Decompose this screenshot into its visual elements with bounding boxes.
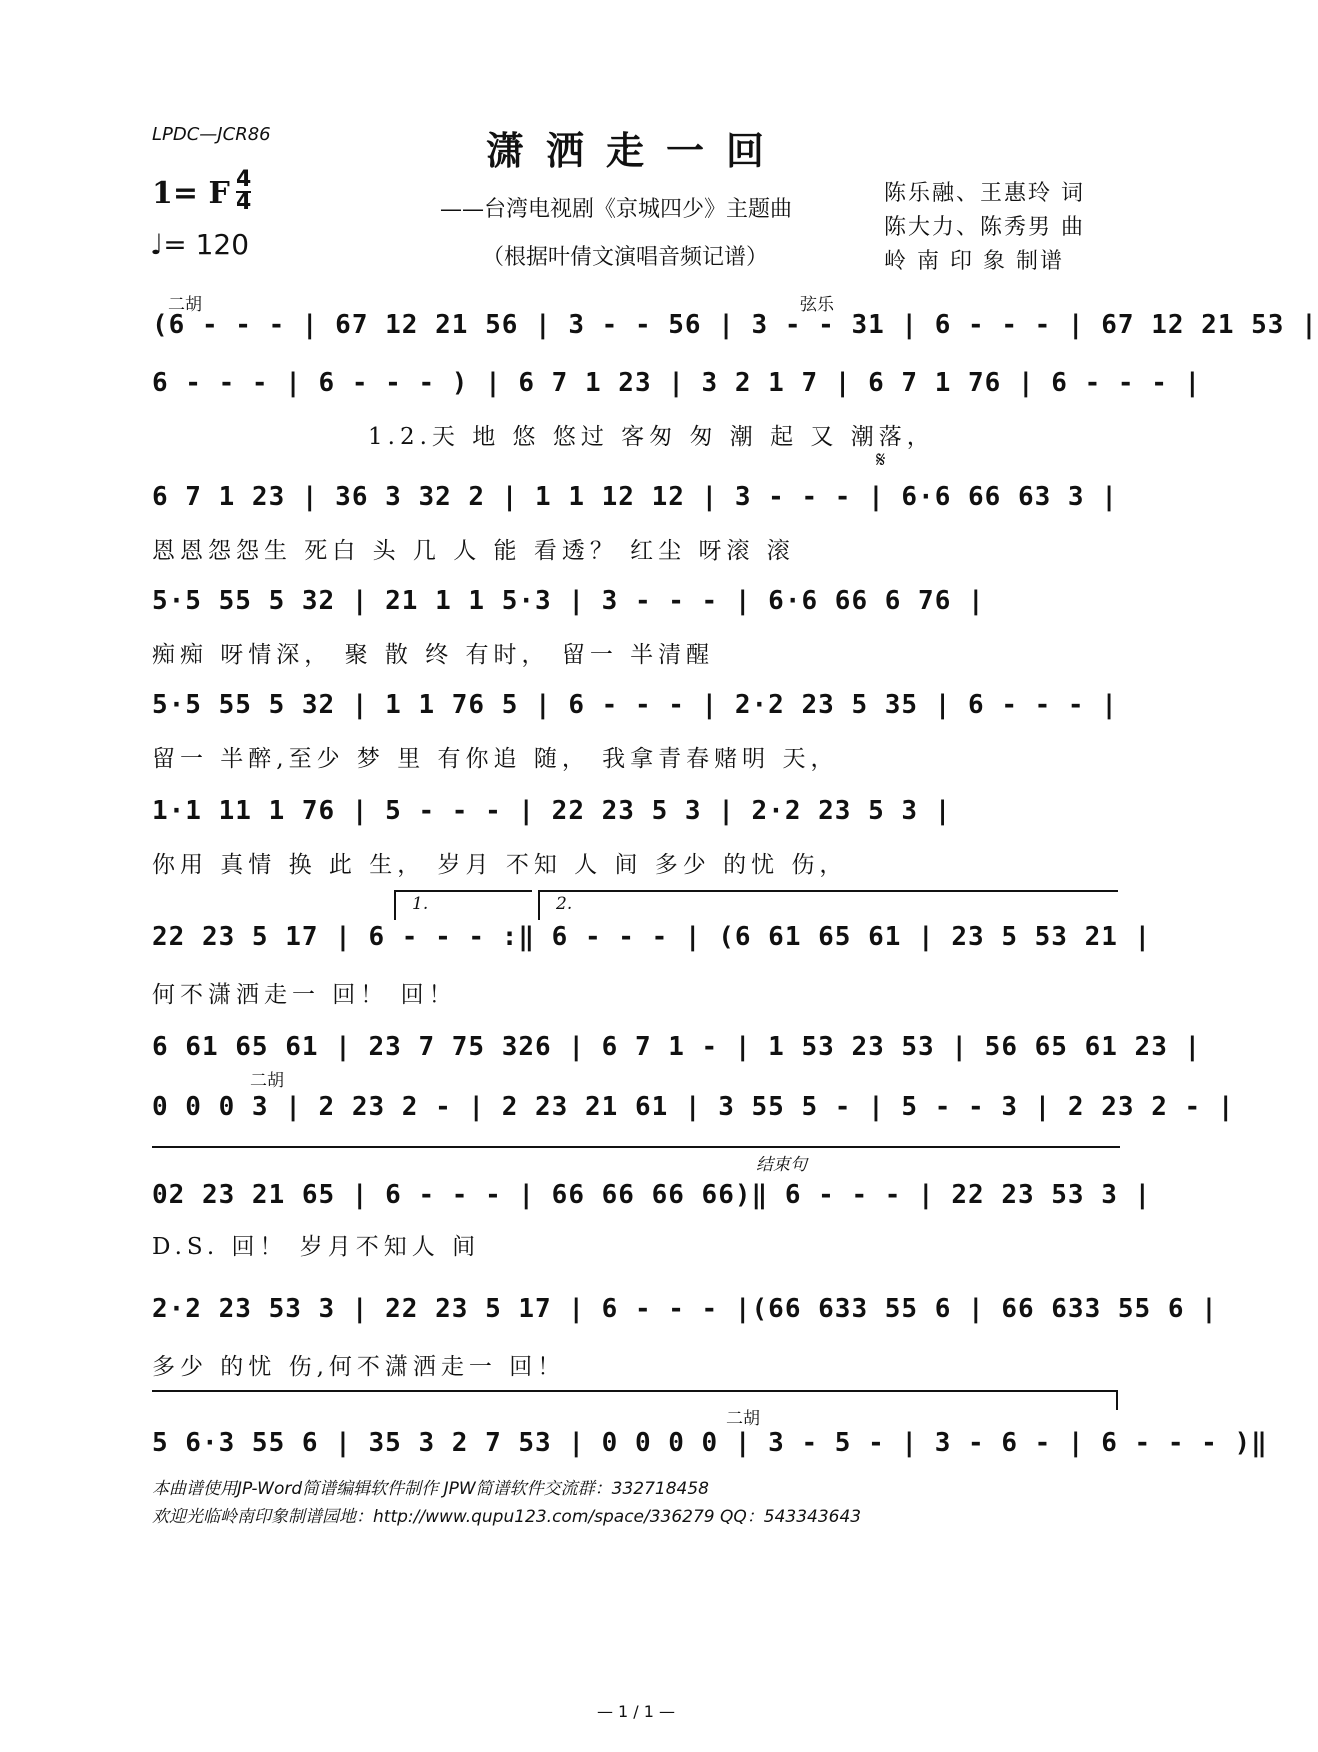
lyric-line-4: 痴痴 呀情深， 聚 散 终 有时， 留一 半清醒 bbox=[152, 642, 715, 668]
volta-1-start bbox=[394, 890, 396, 920]
lyric-line-2: 1.2.天 地 悠 悠过 客匆 匆 潮 起 又 潮落， bbox=[368, 424, 935, 450]
volta-1-bracket bbox=[394, 890, 532, 892]
score-system-4: 5·5 55 5 32 | 21 1 1 5·3 | 3 - - - | 6·6 66 6 76 | bbox=[152, 586, 985, 616]
lyric-line-3: 恩恩怨怨生 死白 头 几 人 能 看透？ 红尘 呀滚 滚 bbox=[152, 538, 795, 564]
lyric-line-7: 何不潇洒走一 回！ 回！ bbox=[152, 982, 457, 1008]
footer-software: 本曲谱使用JP-Word简谱编辑软件制作 JPW简谱软件交流群：332718458 bbox=[152, 1479, 709, 1499]
section-rule bbox=[152, 1146, 1120, 1148]
score-system-10: 02 23 21 65 | 6 - - - | 66 66 66 66)‖ 6 - - - | 22 23 53 3 | bbox=[152, 1180, 1152, 1210]
composer-credit: 陈大力、陈秀男 曲 bbox=[884, 215, 1085, 240]
score-system-8: 6 61 65 61 | 23 7 75 326 | 6 7 1 - | 1 53 23 53 | 56 65 61 23 | bbox=[152, 1032, 1202, 1062]
lyric-line-6: 你用 真情 换 此 生， 岁月 不知 人 间 多少 的忧 伤， bbox=[152, 852, 848, 878]
time-sig-top: 4 bbox=[236, 167, 252, 192]
score-code: LPDC—JCR86 bbox=[152, 124, 271, 145]
score-system-11: 2·2 23 53 3 | 22 23 5 17 | 6 - - - |(66 633 55 6 | 66 633 55 6 | bbox=[152, 1294, 1218, 1324]
tempo-mark: ♩= 120 bbox=[150, 228, 250, 261]
song-title: 潇洒走一回 bbox=[485, 128, 786, 173]
transcription-note: （根据叶倩文演唱音频记谱） bbox=[482, 245, 769, 270]
erhu-label-3: 二胡 bbox=[726, 1409, 760, 1429]
lyric-line-5: 留一 半醉,至少 梦 里 有你追 随， 我拿青春赌明 天， bbox=[152, 746, 839, 772]
lyricist-credit: 陈乐融、王惠玲 词 bbox=[884, 181, 1085, 206]
lyric-line-11: 多少 的忧 伤,何不潇洒走一 回！ bbox=[152, 1354, 566, 1380]
erhu-label-2: 二胡 bbox=[250, 1071, 284, 1091]
closing-rule bbox=[152, 1390, 1118, 1392]
strings-label: 弦乐 bbox=[800, 295, 834, 315]
time-sig-bottom: 4 bbox=[236, 190, 252, 215]
score-system-7: 22 23 5 17 | 6 - - - :‖ 6 - - - | (6 61 65 61 | 23 5 53 21 | bbox=[152, 922, 1152, 952]
volta-2-label: 2. bbox=[556, 894, 573, 914]
score-system-12: 5 6·3 55 6 | 35 3 2 7 53 | 0 0 0 0 | 3 - 5 - | 3 - 6 - | 6 - - - )‖ bbox=[152, 1428, 1268, 1458]
erhu-label: 二胡 bbox=[168, 295, 202, 315]
volta-2-start bbox=[538, 890, 540, 920]
arranger-credit: 岭 南 印 象 制谱 bbox=[884, 249, 1064, 274]
score-system-3: 6 7 1 23 | 36 3 32 2 | 1 1 12 12 | 3 - - - | 6·6 66 63 3 | bbox=[152, 482, 1118, 512]
segno-sign: 𝄋 bbox=[876, 448, 886, 473]
score-system-9: 0 0 0 3 | 2 23 2 - | 2 23 21 61 | 3 55 5 - | 5 - - 3 | 2 23 2 - | bbox=[152, 1092, 1235, 1122]
score-system-2: 6 - - - | 6 - - - ) | 6 7 1 23 | 3 2 1 7 | 6 7 1 76 | 6 - - - | bbox=[152, 368, 1202, 398]
time-signature bbox=[236, 167, 252, 215]
score-system-5: 5·5 55 5 32 | 1 1 76 5 | 6 - - - | 2·2 23 5 35 | 6 - - - | bbox=[152, 690, 1118, 720]
score-system-1: (6 - - - | 67 12 21 56 | 3 - - 56 | 3 - - 31 | 6 - - - | 67 12 21 53 | bbox=[152, 310, 1318, 340]
volta-2-bracket bbox=[538, 890, 1118, 892]
lyric-line-10: D.S. 回！ 岁月不知人 间 bbox=[152, 1234, 481, 1260]
page-number: — 1 / 1 — bbox=[596, 1702, 676, 1721]
subtitle: ——台湾电视剧《京城四少》主题曲 bbox=[440, 197, 793, 222]
score-system-6: 1·1 11 1 76 | 5 - - - | 22 23 5 3 | 2·2 23 5 3 | bbox=[152, 796, 952, 826]
footer-website: 欢迎光临岭南印象制谱园地：http://www.qupu123.com/space/336279 QQ：543343643 bbox=[152, 1507, 862, 1527]
closing-rule-end bbox=[1116, 1390, 1118, 1410]
volta-1-label: 1. bbox=[412, 894, 429, 914]
key-signature: 1= F bbox=[152, 176, 230, 211]
coda-label: 结束句 bbox=[756, 1155, 807, 1175]
